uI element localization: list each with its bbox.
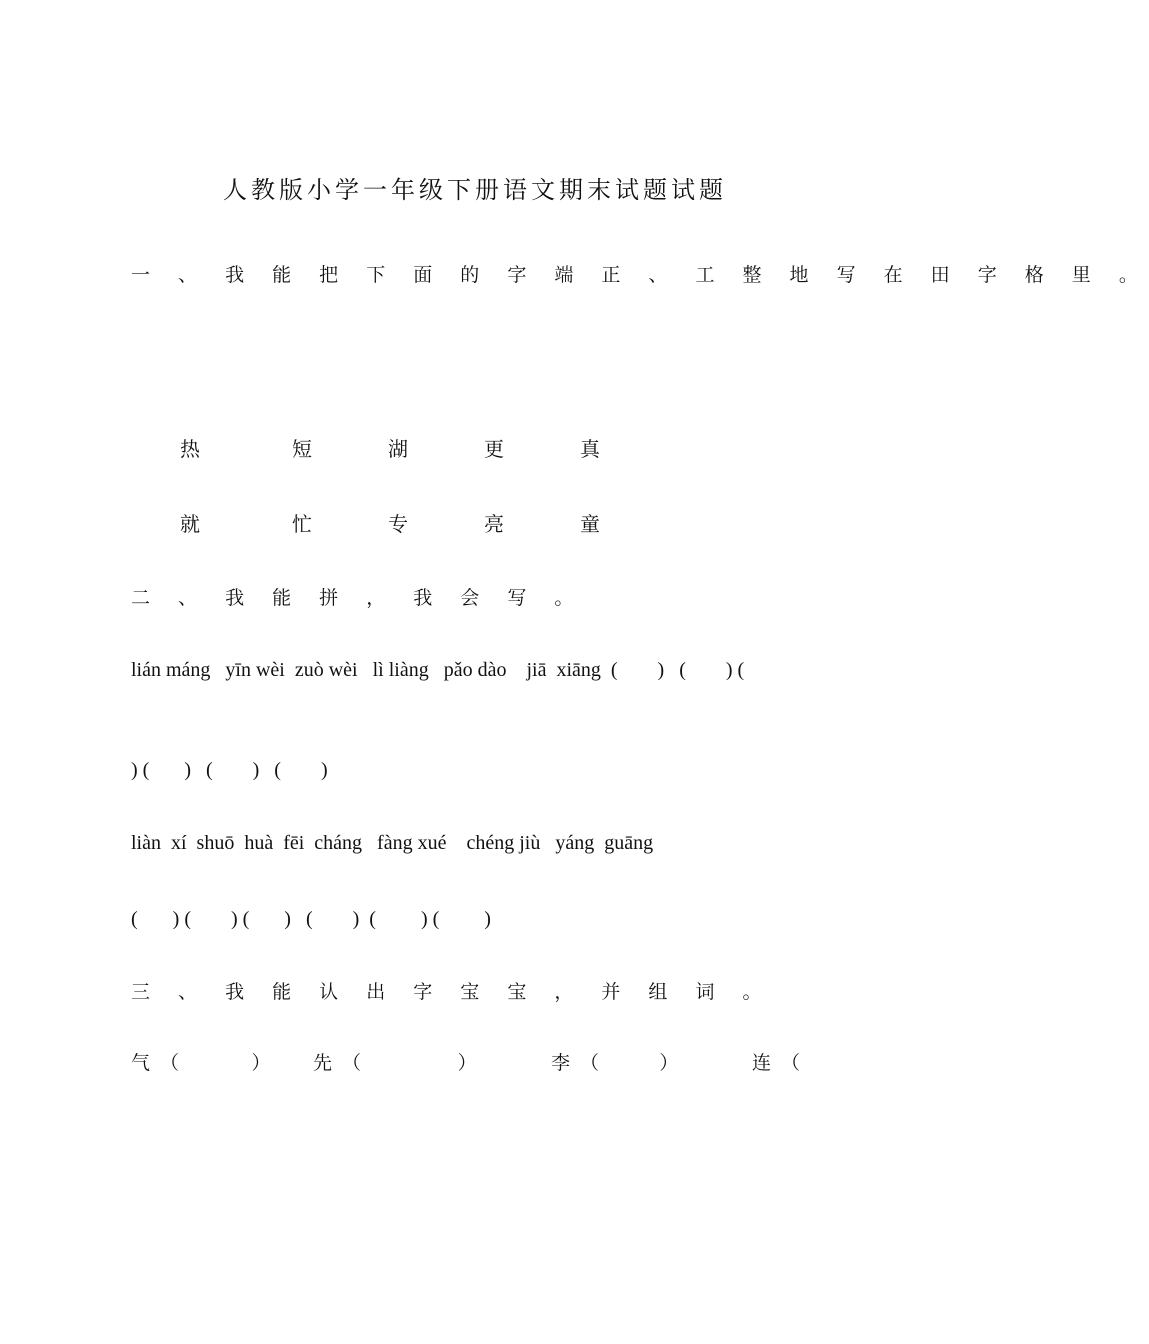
pinyin-line-2: liàn xí shuō huà fēi cháng fàng xué chéng jiù yáng guāng	[131, 832, 654, 854]
practice-char: 忙	[292, 512, 312, 536]
word-item-char: 李	[551, 1052, 571, 1074]
word-item-char: 先	[313, 1052, 333, 1074]
practice-char: 专	[388, 512, 408, 536]
word-item-blank: （	[781, 1052, 801, 1074]
word-item-blank: （ ）	[342, 1052, 477, 1074]
practice-char: 湖	[388, 437, 408, 461]
practice-char: 就	[180, 512, 200, 536]
word-item-char: 气	[131, 1052, 151, 1074]
practice-char: 热	[180, 437, 200, 461]
word-item-blank: （ ）	[160, 1052, 271, 1074]
practice-char: 短	[292, 437, 312, 461]
practice-char: 童	[580, 512, 600, 536]
practice-char: 亮	[484, 512, 504, 536]
practice-char: 更	[484, 437, 504, 461]
answer-blanks-line-2: ( ) ( ) ( ) ( ) ( ) ( )	[131, 908, 491, 930]
answer-blanks-line-1: ) ( ) ( ) ( )	[131, 759, 328, 781]
pinyin-line-1: lián máng yīn wèi zuò wèi lì liàng pǎo dào jiā xiāng ( ) ( ) (	[131, 659, 745, 681]
section-3-heading: 三 、 我 能 认 出 字 宝 宝 ， 并 组 词 。	[131, 981, 773, 1003]
word-item-blank: （ ）	[580, 1052, 679, 1074]
practice-char: 真	[580, 437, 600, 461]
page-title: 人教版小学一年级下册语文期末试题试题	[223, 176, 727, 204]
section-2-heading: 二 、 我 能 拼 ， 我 会 写 。	[131, 587, 585, 609]
word-item-char: 连	[752, 1052, 772, 1074]
section-1-heading: 一 、 我 能 把 下 面 的 字 端 正 、 工 整 地 写 在 田 字 格 里 。	[131, 264, 1149, 286]
